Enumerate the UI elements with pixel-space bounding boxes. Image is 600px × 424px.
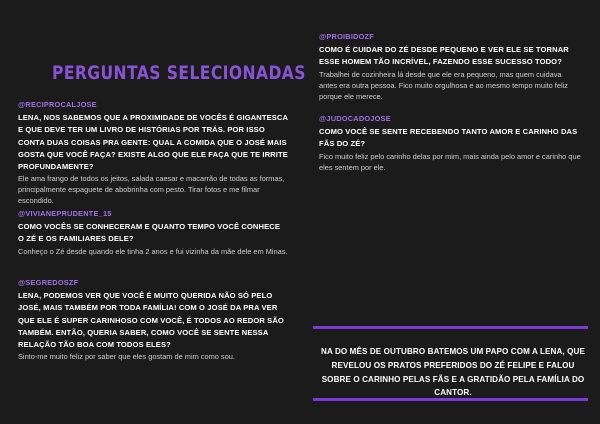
answer: Sinto-me muito feliz por saber que eles gostam de mim como sou. (18, 352, 235, 362)
page-title: PERGUNTAS SELECIONADAS (52, 62, 306, 84)
question: COMO É CUIDAR DO ZÉ DESDE PEQUENO E VER ELE SE TORNAR ESSE HOMEM TÃO INCRÍVEL, FAZENDO ESSE SUCESSO TODO? (319, 45, 569, 67)
answer: Conheço o Zé desde quando ele tinha 2 anos e fui vizinha da mãe dele em Minas. (18, 246, 288, 256)
qa-block-segredoszf (18, 278, 288, 362)
handle: @SEGREDOSZF (18, 278, 79, 287)
intro-callout: NA DO MÊS DE OUTUBRO BATEMOS UM PAPO COM A LENA, QUE REVELOU OS PRATOS PREFERIDOS DO ZÉ FELIPE E FALOU SOBRE O CARINHO PELAS FÃS E A GRATIDÃO PELA FAMÍLIA DO CANTOR. (321, 347, 585, 398)
qa-block-reciprocaljose (18, 100, 288, 206)
question: COMO VOCÊ SE SENTE RECEBENDO TANTO AMOR E CARINHO DAS FÃS DO ZÉ? (319, 127, 578, 149)
qa-block-vivianeprudente (18, 209, 288, 257)
handle: @VIVIANEPRUDENTE_15 (18, 209, 112, 218)
handle: @PROIBIDOZF (319, 32, 374, 41)
answer: Fico muito feliz pelo carinho delas por mim, mais ainda pelo amor e carinho que eles sentem por ele. (319, 151, 581, 172)
qa-block-judocadojose (319, 114, 581, 173)
answer: Trabalhei de cozinheira lá desde que ele era pequeno, mas quem cuidava antes era outra pessoa. Fico muito orgulhosa e ao mesmo tempo muito feliz porque ele merece. (319, 69, 568, 101)
question: COMO VOCÊS SE CONHECERAM E QUANTO TEMPO VOCÊ CONHECE O ZÉ E OS FAMILIARES DELE? (18, 222, 281, 244)
handle: @JUDOCADOJOSE (319, 114, 391, 123)
callout-top-rule (313, 326, 588, 329)
qa-block-proibidozf (319, 32, 581, 102)
handle: @RECIPROCALJOSE (18, 100, 97, 109)
callout-bottom-rule (313, 398, 588, 401)
question: LENA, PODEMOS VER QUE VOCÊ É MUITO QUERIDA NÃO SÓ PELO JOSÉ, MAIS TAMBÉM POR TODA FAMÍLIA! COM O JOSÉ DA PRA VER QUE ELE É SUPER CARINHOSO COM VOCÊ, É TODOS AO REDOR SÃO TAMBÉM. ENTÃO, QUERIA SABER, COMO VOCÊ SE SENTE NESSA RELAÇÃO TÃO BOA COM TODOS ELES? (18, 291, 284, 350)
answer: Ele ama frango de todos os jeitos, salada caesar e macarrão de todas as formas, principalmente espaguete de abobrinha com pesto. Tirar fotos e me filmar escondido. (18, 174, 285, 206)
question: LENA, NOS SABEMOS QUE A PROXIMIDADE DE VOCÊS É GIGANTESCA E QUE DEVE TER UM LIVRO DE HISTÓRIAS POR TRÁS. POR ISSO CONTA DUAS COISAS PRA GENTE: QUAL A COMIDA QUE O JOSÉ MAIS GOSTA QUE VOCÊ FAÇA? EXISTE ALGO QUE ELE FAÇA QUE TE IRRITE PROFUNDAMENTE? (18, 113, 288, 172)
